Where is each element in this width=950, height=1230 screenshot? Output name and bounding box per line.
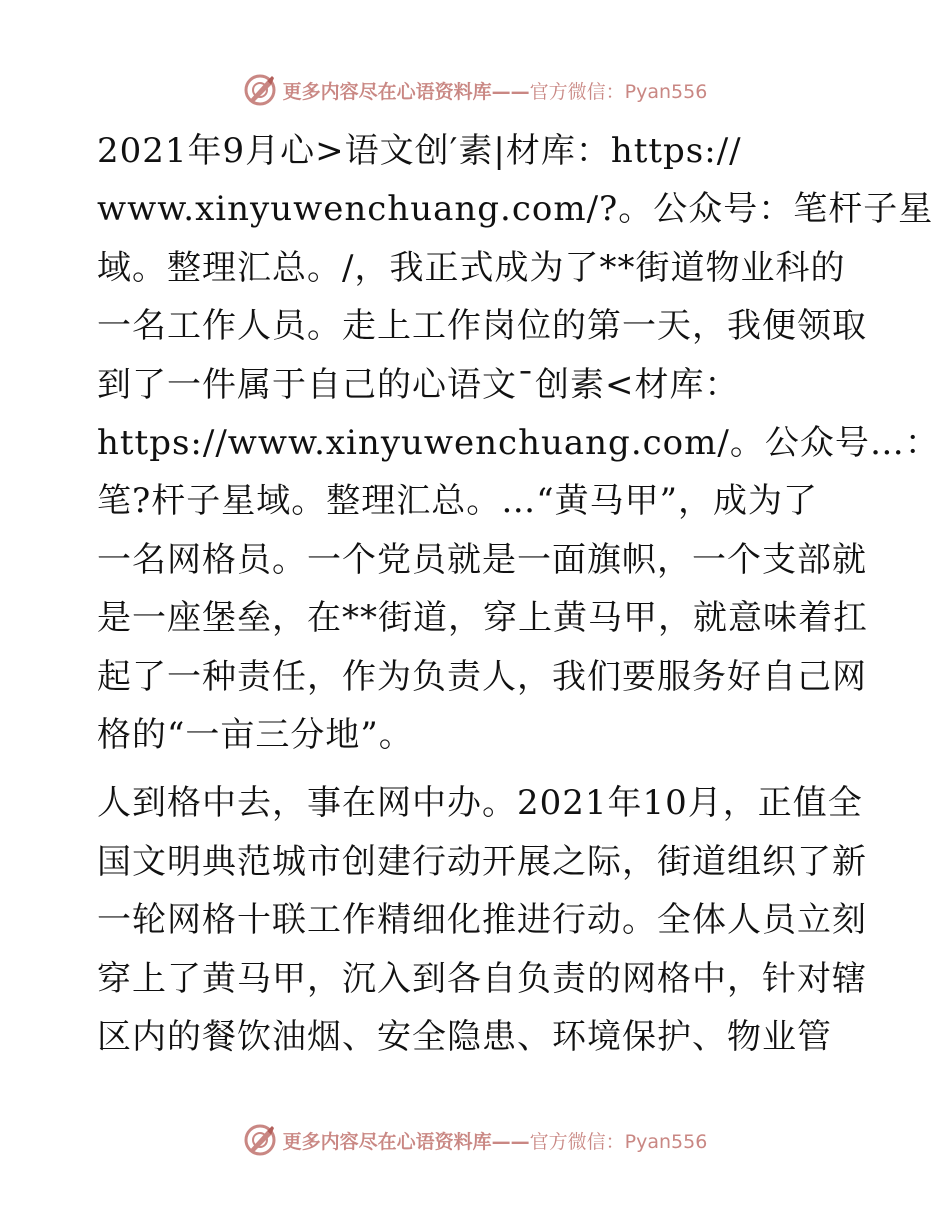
document-body [97, 122, 940, 1067]
paragraph [97, 122, 940, 764]
text-line: www.xinyuwenchuang.com/?。公众号：笔杆子星 [97, 189, 934, 230]
watermark-text: 更多内容尽在心语资料库——官方微信：Pyan556 [282, 80, 708, 103]
paragraph [97, 774, 867, 1066]
pen-logo-icon [243, 1123, 277, 1157]
text-line: 是一座堡垒，在**街道，穿上黄马甲，就意味着扛 [97, 598, 868, 639]
text-line: 域。整理汇总。/，我正式成为了**街道物业科的 [97, 247, 846, 288]
footer-watermark [0, 1120, 950, 1160]
text-line: 人到格中去，事在网中办。2021年10月，正值全 [97, 783, 863, 824]
text-line: 一轮网格十联工作精细化推进行动。全体人员立刻 [97, 900, 867, 941]
text-line: 格的“一亩三分地”。 [97, 715, 414, 756]
text-line: 一名工作人员。走上工作岗位的第一天，我便领取 [97, 306, 867, 347]
text-line: 到了一件属于自己的心语文¯创素<材库： [97, 364, 740, 405]
text-line: 笔?杆子星域。整理汇总。…“黄马甲”，成为了 [97, 481, 818, 522]
text-line: 穿上了黄马甲，沉入到各自负责的网格中，针对辖 [97, 958, 867, 999]
pen-logo-icon [243, 73, 277, 107]
text-line: 区内的餐饮油烟、安全隐患、环境保护、物业管 [97, 1017, 832, 1058]
watermark-text: 更多内容尽在心语资料库——官方微信：Pyan556 [282, 1130, 708, 1153]
text-line: https://www.xinyuwenchuang.com/。公众号…： [97, 423, 940, 464]
text-line: 一名网格员。一个党员就是一面旗帜，一个支部就 [97, 539, 867, 580]
text-line: 2021年9月心>语文创′素|材库：https:// [97, 131, 742, 171]
text-line: 起了一种责任，作为负责人，我们要服务好自己网 [97, 656, 867, 697]
header-watermark [0, 70, 950, 110]
text-line: 国文明典范城市创建行动开展之际，街道组织了新 [97, 841, 867, 882]
